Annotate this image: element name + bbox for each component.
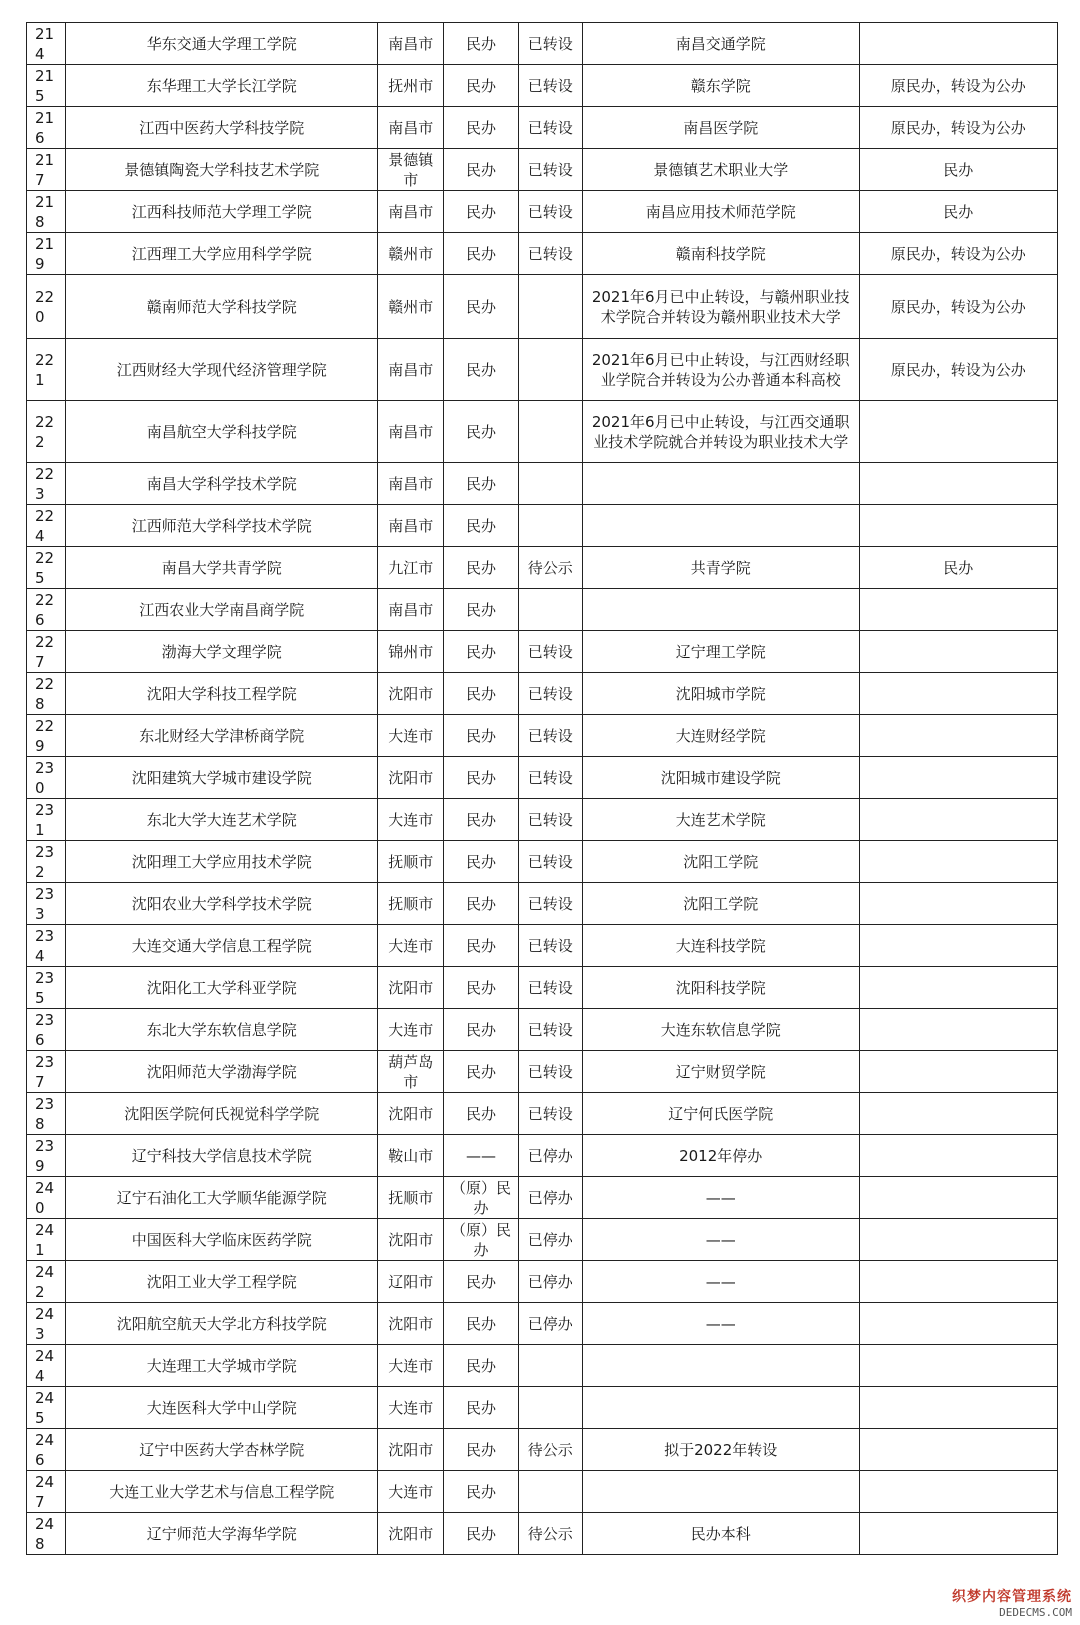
table-row <box>27 149 1058 191</box>
new-school-name-cell: 民办本科 <box>582 1513 859 1555</box>
table-row <box>27 1345 1058 1387</box>
transfer-status-cell: 已转设 <box>518 1009 582 1051</box>
school-type-cell: 民办 <box>444 1471 518 1513</box>
table-row <box>27 107 1058 149</box>
college-name-cell: 大连工业大学艺术与信息工程学院 <box>66 1471 378 1513</box>
remark-cell: 原民办，转设为公办 <box>859 65 1057 107</box>
city-cell: 沈阳市 <box>378 1219 444 1261</box>
remark-cell <box>859 1009 1057 1051</box>
college-name-cell: 华东交通大学理工学院 <box>66 23 378 65</box>
transfer-status-cell <box>518 1387 582 1429</box>
school-type-cell: 民办 <box>444 275 518 339</box>
college-name-cell: 大连理工大学城市学院 <box>66 1345 378 1387</box>
new-school-name-cell: 2021年6月已中止转设，与江西财经职业学院合并转设为公办普通本科高校 <box>582 339 859 401</box>
school-type-cell: 民办 <box>444 883 518 925</box>
row-number-cell: 217 <box>27 149 66 191</box>
new-school-name-cell: 大连艺术学院 <box>582 799 859 841</box>
college-name-cell: 南昌航空大学科技学院 <box>66 401 378 463</box>
city-cell: 大连市 <box>378 925 444 967</box>
transfer-status-cell: 已转设 <box>518 65 582 107</box>
remark-cell <box>859 1471 1057 1513</box>
watermark-title: 织梦内容管理系统 <box>952 1589 1072 1605</box>
transfer-status-cell: 已转设 <box>518 757 582 799</box>
transfer-status-cell <box>518 275 582 339</box>
transfer-status-cell <box>518 1471 582 1513</box>
remark-cell <box>859 673 1057 715</box>
remark-cell: 民办 <box>859 547 1057 589</box>
new-school-name-cell: 沈阳科技学院 <box>582 967 859 1009</box>
school-type-cell: 民办 <box>444 841 518 883</box>
remark-cell <box>859 1387 1057 1429</box>
row-number-cell: 235 <box>27 967 66 1009</box>
new-school-name-cell: 沈阳城市学院 <box>582 673 859 715</box>
transfer-status-cell: 已转设 <box>518 191 582 233</box>
remark-cell <box>859 1219 1057 1261</box>
new-school-name-cell: 沈阳城市建设学院 <box>582 757 859 799</box>
transfer-status-cell: 已转设 <box>518 233 582 275</box>
transfer-status-cell: 已停办 <box>518 1135 582 1177</box>
table-row <box>27 715 1058 757</box>
school-type-cell: 民办 <box>444 1429 518 1471</box>
college-name-cell: 东华理工大学长江学院 <box>66 65 378 107</box>
school-type-cell: 民办 <box>444 191 518 233</box>
row-number-cell: 229 <box>27 715 66 757</box>
new-school-name-cell <box>582 1471 859 1513</box>
remark-cell <box>859 1345 1057 1387</box>
college-name-cell: 辽宁师范大学海华学院 <box>66 1513 378 1555</box>
college-name-cell: 沈阳航空航天大学北方科技学院 <box>66 1303 378 1345</box>
transfer-status-cell: 已转设 <box>518 967 582 1009</box>
new-school-name-cell: 辽宁何氏医学院 <box>582 1093 859 1135</box>
school-type-cell: 民办 <box>444 1387 518 1429</box>
new-school-name-cell: 大连科技学院 <box>582 925 859 967</box>
new-school-name-cell: 2021年6月已中止转设，与赣州职业技术学院合并转设为赣州职业技术大学 <box>582 275 859 339</box>
remark-cell: 原民办，转设为公办 <box>859 339 1057 401</box>
new-school-name-cell: 南昌医学院 <box>582 107 859 149</box>
row-number-cell: 239 <box>27 1135 66 1177</box>
city-cell: 南昌市 <box>378 589 444 631</box>
site-watermark <box>952 1589 1072 1621</box>
table-row <box>27 1429 1058 1471</box>
city-cell: 南昌市 <box>378 401 444 463</box>
row-number-cell: 220 <box>27 275 66 339</box>
table-row <box>27 547 1058 589</box>
city-cell: 大连市 <box>378 1387 444 1429</box>
college-name-cell: 景德镇陶瓷大学科技艺术学院 <box>66 149 378 191</box>
table-row <box>27 883 1058 925</box>
college-name-cell: 沈阳理工大学应用技术学院 <box>66 841 378 883</box>
city-cell: 九江市 <box>378 547 444 589</box>
new-school-name-cell: 辽宁理工学院 <box>582 631 859 673</box>
transfer-status-cell: 已转设 <box>518 1051 582 1093</box>
remark-cell <box>859 589 1057 631</box>
remark-cell <box>859 631 1057 673</box>
school-type-cell: 民办 <box>444 107 518 149</box>
row-number-cell: 243 <box>27 1303 66 1345</box>
row-number-cell: 226 <box>27 589 66 631</box>
college-name-cell: 沈阳化工大学科亚学院 <box>66 967 378 1009</box>
row-number-cell: 233 <box>27 883 66 925</box>
row-number-cell: 225 <box>27 547 66 589</box>
transfer-status-cell: 已转设 <box>518 23 582 65</box>
city-cell: 大连市 <box>378 1471 444 1513</box>
new-school-name-cell: 景德镇艺术职业大学 <box>582 149 859 191</box>
remark-cell <box>859 1513 1057 1555</box>
remark-cell <box>859 23 1057 65</box>
row-number-cell: 230 <box>27 757 66 799</box>
row-number-cell: 248 <box>27 1513 66 1555</box>
city-cell: 鞍山市 <box>378 1135 444 1177</box>
school-type-cell: 民办 <box>444 1051 518 1093</box>
row-number-cell: 216 <box>27 107 66 149</box>
new-school-name-cell: 沈阳工学院 <box>582 883 859 925</box>
row-number-cell: 244 <box>27 1345 66 1387</box>
school-type-cell: （原）民办 <box>444 1177 518 1219</box>
table-row <box>27 1471 1058 1513</box>
row-number-cell: 219 <box>27 233 66 275</box>
row-number-cell: 228 <box>27 673 66 715</box>
transfer-status-cell: 已停办 <box>518 1219 582 1261</box>
school-type-cell: 民办 <box>444 631 518 673</box>
city-cell: 沈阳市 <box>378 967 444 1009</box>
city-cell: 抚州市 <box>378 65 444 107</box>
city-cell: 锦州市 <box>378 631 444 673</box>
new-school-name-cell: 2021年6月已中止转设，与江西交通职业技术学院就合并转设为职业技术大学 <box>582 401 859 463</box>
college-name-cell: 江西科技师范大学理工学院 <box>66 191 378 233</box>
table-row <box>27 1051 1058 1093</box>
table-row <box>27 1009 1058 1051</box>
college-name-cell: 江西财经大学现代经济管理学院 <box>66 339 378 401</box>
college-table <box>26 22 1058 1555</box>
row-number-cell: 214 <box>27 23 66 65</box>
city-cell: 南昌市 <box>378 107 444 149</box>
school-type-cell: 民办 <box>444 757 518 799</box>
table-row <box>27 401 1058 463</box>
city-cell: 沈阳市 <box>378 1513 444 1555</box>
table-row <box>27 1387 1058 1429</box>
transfer-status-cell <box>518 505 582 547</box>
new-school-name-cell: —— <box>582 1261 859 1303</box>
college-name-cell: 大连医科大学中山学院 <box>66 1387 378 1429</box>
city-cell: 赣州市 <box>378 275 444 339</box>
new-school-name-cell: —— <box>582 1219 859 1261</box>
city-cell: 沈阳市 <box>378 757 444 799</box>
school-type-cell: 民办 <box>444 233 518 275</box>
city-cell: 大连市 <box>378 1009 444 1051</box>
school-type-cell: 民办 <box>444 23 518 65</box>
remark-cell <box>859 883 1057 925</box>
transfer-status-cell: 已停办 <box>518 1177 582 1219</box>
table-row <box>27 1261 1058 1303</box>
city-cell: 葫芦岛市 <box>378 1051 444 1093</box>
college-name-cell: 渤海大学文理学院 <box>66 631 378 673</box>
new-school-name-cell: 南昌应用技术师范学院 <box>582 191 859 233</box>
transfer-status-cell: 已转设 <box>518 1093 582 1135</box>
college-name-cell: 江西师范大学科学技术学院 <box>66 505 378 547</box>
new-school-name-cell <box>582 589 859 631</box>
row-number-cell: 231 <box>27 799 66 841</box>
college-name-cell: 南昌大学共青学院 <box>66 547 378 589</box>
city-cell: 沈阳市 <box>378 1093 444 1135</box>
school-type-cell: 民办 <box>444 1093 518 1135</box>
table-row <box>27 799 1058 841</box>
table-row <box>27 1303 1058 1345</box>
college-name-cell: 沈阳工业大学工程学院 <box>66 1261 378 1303</box>
city-cell: 大连市 <box>378 799 444 841</box>
new-school-name-cell: 拟于2022年转设 <box>582 1429 859 1471</box>
table-row <box>27 23 1058 65</box>
remark-cell: 原民办，转设为公办 <box>859 233 1057 275</box>
transfer-status-cell <box>518 1345 582 1387</box>
college-name-cell: 沈阳建筑大学城市建设学院 <box>66 757 378 799</box>
college-name-cell: 东北大学东软信息学院 <box>66 1009 378 1051</box>
transfer-status-cell <box>518 589 582 631</box>
school-type-cell: 民办 <box>444 1513 518 1555</box>
table-row <box>27 673 1058 715</box>
new-school-name-cell <box>582 505 859 547</box>
table-row <box>27 505 1058 547</box>
remark-cell: 原民办，转设为公办 <box>859 275 1057 339</box>
transfer-status-cell <box>518 401 582 463</box>
transfer-status-cell: 已转设 <box>518 883 582 925</box>
new-school-name-cell: 大连财经学院 <box>582 715 859 757</box>
row-number-cell: 236 <box>27 1009 66 1051</box>
city-cell: 南昌市 <box>378 23 444 65</box>
transfer-status-cell <box>518 339 582 401</box>
table-row <box>27 841 1058 883</box>
row-number-cell: 241 <box>27 1219 66 1261</box>
row-number-cell: 215 <box>27 65 66 107</box>
school-type-cell: 民办 <box>444 149 518 191</box>
school-type-cell: 民办 <box>444 1261 518 1303</box>
school-type-cell: （原）民办 <box>444 1219 518 1261</box>
college-name-cell: 沈阳农业大学科学技术学院 <box>66 883 378 925</box>
remark-cell <box>859 757 1057 799</box>
row-number-cell: 242 <box>27 1261 66 1303</box>
row-number-cell: 221 <box>27 339 66 401</box>
table-row <box>27 967 1058 1009</box>
new-school-name-cell <box>582 1345 859 1387</box>
school-type-cell: 民办 <box>444 463 518 505</box>
row-number-cell: 240 <box>27 1177 66 1219</box>
college-name-cell: 江西理工大学应用科学学院 <box>66 233 378 275</box>
new-school-name-cell: —— <box>582 1303 859 1345</box>
city-cell: 南昌市 <box>378 191 444 233</box>
new-school-name-cell: 2012年停办 <box>582 1135 859 1177</box>
college-name-cell: 东北大学大连艺术学院 <box>66 799 378 841</box>
school-type-cell: 民办 <box>444 1345 518 1387</box>
transfer-status-cell: 待公示 <box>518 1513 582 1555</box>
city-cell: 抚顺市 <box>378 841 444 883</box>
table-row <box>27 233 1058 275</box>
remark-cell <box>859 1177 1057 1219</box>
table-body <box>27 23 1058 1555</box>
new-school-name-cell: 赣东学院 <box>582 65 859 107</box>
college-name-cell: 东北财经大学津桥商学院 <box>66 715 378 757</box>
row-number-cell: 247 <box>27 1471 66 1513</box>
row-number-cell: 234 <box>27 925 66 967</box>
school-type-cell: 民办 <box>444 339 518 401</box>
city-cell: 抚顺市 <box>378 1177 444 1219</box>
school-type-cell: 民办 <box>444 65 518 107</box>
transfer-status-cell: 已转设 <box>518 799 582 841</box>
city-cell: 辽阳市 <box>378 1261 444 1303</box>
remark-cell: 民办 <box>859 149 1057 191</box>
new-school-name-cell: 南昌交通学院 <box>582 23 859 65</box>
city-cell: 南昌市 <box>378 339 444 401</box>
school-type-cell: 民办 <box>444 1009 518 1051</box>
transfer-status-cell: 已转设 <box>518 925 582 967</box>
transfer-status-cell: 已转设 <box>518 107 582 149</box>
transfer-status-cell <box>518 463 582 505</box>
new-school-name-cell: 大连东软信息学院 <box>582 1009 859 1051</box>
college-name-cell: 沈阳师范大学渤海学院 <box>66 1051 378 1093</box>
new-school-name-cell: 沈阳工学院 <box>582 841 859 883</box>
row-number-cell: 237 <box>27 1051 66 1093</box>
watermark-domain: DEDECMS.COM <box>999 1606 1072 1619</box>
remark-cell: 民办 <box>859 191 1057 233</box>
remark-cell <box>859 967 1057 1009</box>
remark-cell <box>859 1051 1057 1093</box>
remark-cell <box>859 925 1057 967</box>
school-type-cell: 民办 <box>444 799 518 841</box>
college-name-cell: 中国医科大学临床医药学院 <box>66 1219 378 1261</box>
transfer-status-cell: 已转设 <box>518 673 582 715</box>
table-row <box>27 757 1058 799</box>
row-number-cell: 223 <box>27 463 66 505</box>
row-number-cell: 232 <box>27 841 66 883</box>
city-cell: 大连市 <box>378 1345 444 1387</box>
school-type-cell: 民办 <box>444 715 518 757</box>
college-name-cell: 大连交通大学信息工程学院 <box>66 925 378 967</box>
school-type-cell: 民办 <box>444 547 518 589</box>
college-name-cell: 沈阳医学院何氏视觉科学学院 <box>66 1093 378 1135</box>
college-name-cell: 沈阳大学科技工程学院 <box>66 673 378 715</box>
school-type-cell: 民办 <box>444 401 518 463</box>
remark-cell <box>859 841 1057 883</box>
table-row <box>27 925 1058 967</box>
city-cell: 景德镇市 <box>378 149 444 191</box>
city-cell: 沈阳市 <box>378 673 444 715</box>
college-name-cell: 南昌大学科学技术学院 <box>66 463 378 505</box>
transfer-status-cell: 待公示 <box>518 547 582 589</box>
remark-cell <box>859 463 1057 505</box>
school-type-cell: 民办 <box>444 505 518 547</box>
new-school-name-cell: —— <box>582 1177 859 1219</box>
transfer-status-cell: 已转设 <box>518 841 582 883</box>
city-cell: 沈阳市 <box>378 1429 444 1471</box>
row-number-cell: 218 <box>27 191 66 233</box>
college-name-cell: 辽宁中医药大学杏林学院 <box>66 1429 378 1471</box>
table-row <box>27 339 1058 401</box>
transfer-status-cell: 已停办 <box>518 1261 582 1303</box>
remark-cell <box>859 401 1057 463</box>
table-row <box>27 463 1058 505</box>
transfer-status-cell: 已转设 <box>518 149 582 191</box>
new-school-name-cell: 赣南科技学院 <box>582 233 859 275</box>
college-name-cell: 江西中医药大学科技学院 <box>66 107 378 149</box>
remark-cell <box>859 1429 1057 1471</box>
table-row <box>27 589 1058 631</box>
school-type-cell: 民办 <box>444 967 518 1009</box>
table-row <box>27 631 1058 673</box>
remark-cell <box>859 505 1057 547</box>
city-cell: 沈阳市 <box>378 1303 444 1345</box>
remark-cell <box>859 1135 1057 1177</box>
remark-cell <box>859 1303 1057 1345</box>
new-school-name-cell: 共青学院 <box>582 547 859 589</box>
table-row <box>27 65 1058 107</box>
college-name-cell: 江西农业大学南昌商学院 <box>66 589 378 631</box>
new-school-name-cell: 辽宁财贸学院 <box>582 1051 859 1093</box>
school-type-cell: —— <box>444 1135 518 1177</box>
college-name-cell: 辽宁石油化工大学顺华能源学院 <box>66 1177 378 1219</box>
school-type-cell: 民办 <box>444 673 518 715</box>
new-school-name-cell <box>582 1387 859 1429</box>
remark-cell: 原民办，转设为公办 <box>859 107 1057 149</box>
table-row <box>27 1135 1058 1177</box>
remark-cell <box>859 715 1057 757</box>
table-row <box>27 1513 1058 1555</box>
new-school-name-cell <box>582 463 859 505</box>
row-number-cell: 238 <box>27 1093 66 1135</box>
row-number-cell: 222 <box>27 401 66 463</box>
city-cell: 南昌市 <box>378 463 444 505</box>
table-row <box>27 191 1058 233</box>
row-number-cell: 224 <box>27 505 66 547</box>
college-name-cell: 赣南师范大学科技学院 <box>66 275 378 339</box>
row-number-cell: 246 <box>27 1429 66 1471</box>
city-cell: 大连市 <box>378 715 444 757</box>
row-number-cell: 245 <box>27 1387 66 1429</box>
remark-cell <box>859 1261 1057 1303</box>
school-type-cell: 民办 <box>444 925 518 967</box>
row-number-cell: 227 <box>27 631 66 673</box>
school-type-cell: 民办 <box>444 1303 518 1345</box>
table-row <box>27 1177 1058 1219</box>
table-row <box>27 275 1058 339</box>
remark-cell <box>859 1093 1057 1135</box>
college-name-cell: 辽宁科技大学信息技术学院 <box>66 1135 378 1177</box>
transfer-status-cell: 待公示 <box>518 1429 582 1471</box>
transfer-status-cell: 已转设 <box>518 715 582 757</box>
city-cell: 南昌市 <box>378 505 444 547</box>
table-row <box>27 1219 1058 1261</box>
remark-cell <box>859 799 1057 841</box>
transfer-status-cell: 已停办 <box>518 1303 582 1345</box>
table-row <box>27 1093 1058 1135</box>
school-type-cell: 民办 <box>444 589 518 631</box>
city-cell: 赣州市 <box>378 233 444 275</box>
transfer-status-cell: 已转设 <box>518 631 582 673</box>
city-cell: 抚顺市 <box>378 883 444 925</box>
